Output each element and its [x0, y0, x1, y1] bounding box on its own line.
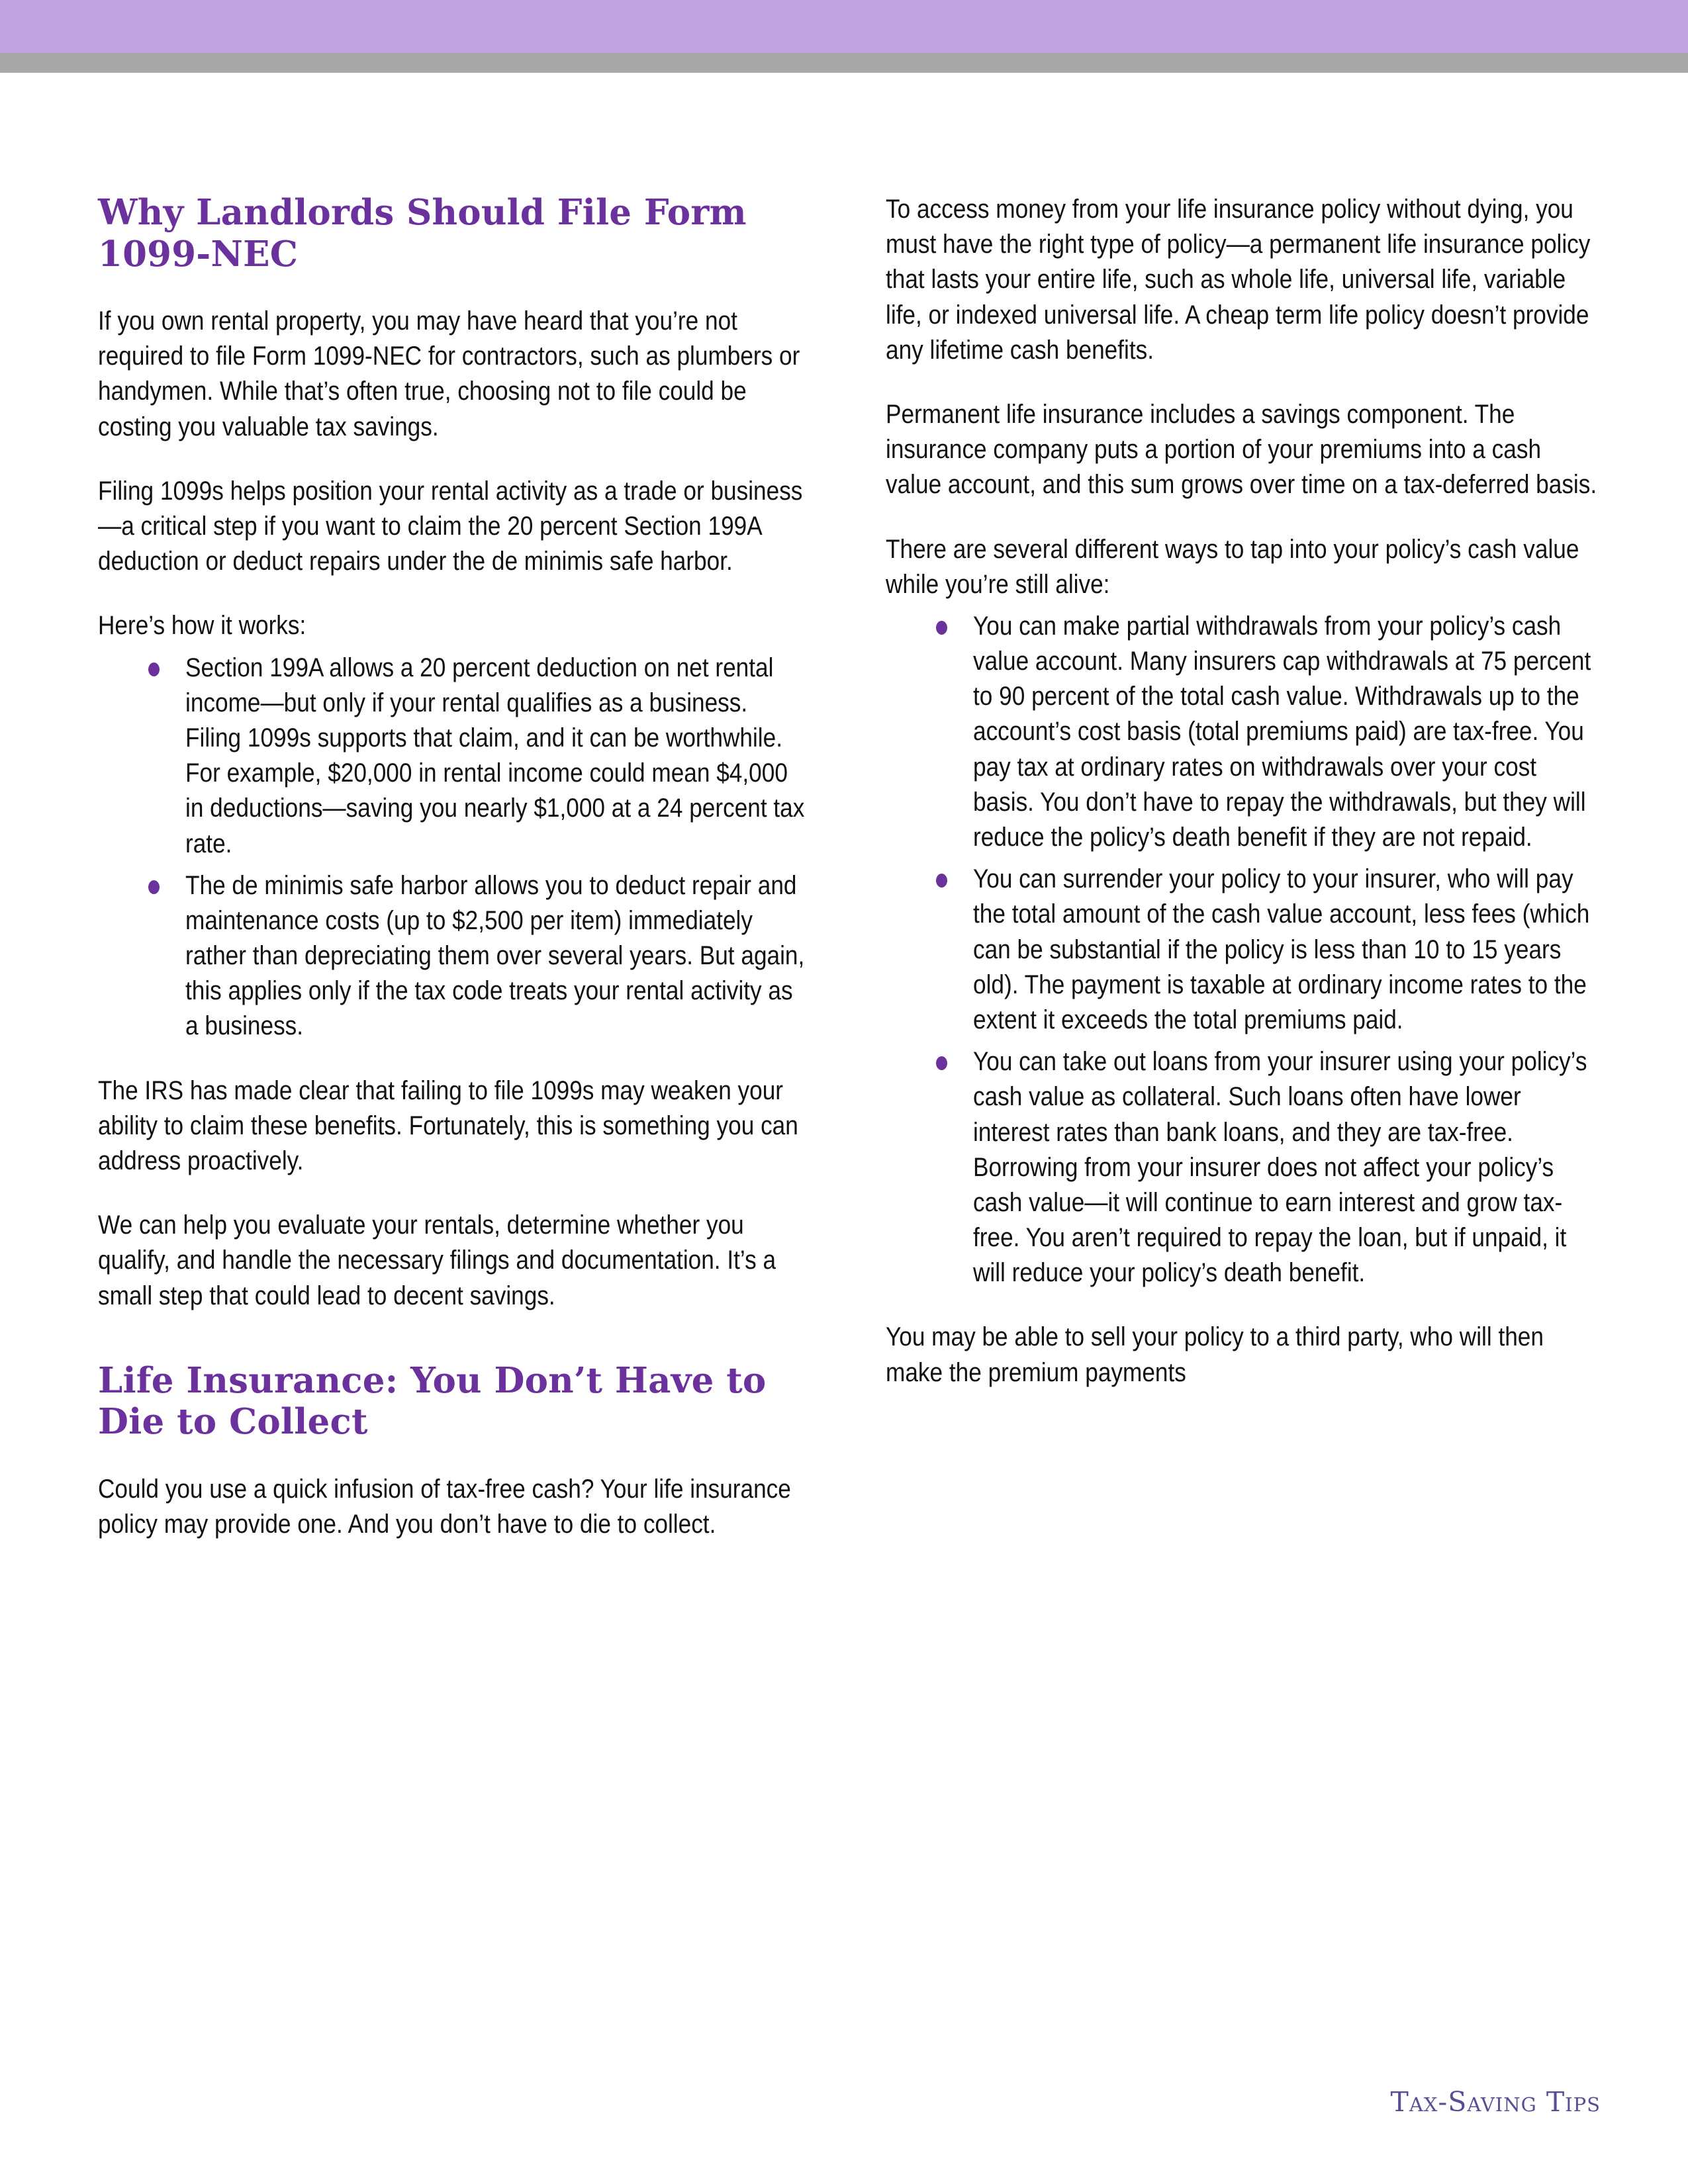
paragraph-access-money: To access money from your life insurance policy without dying, you must have the right type of policy—a permanent life insurance policy that lasts your entire life, such as whole life, universal life, variable life, or indexed universal life. A cheap term life policy doesn’t provide any lifetime cash benefits.	[886, 195, 1591, 365]
section-heading-life-insurance: Life Insurance: You Don’t Have to Die to Collect	[98, 1359, 767, 1443]
right-bullet-list	[886, 609, 1601, 1291]
list-item	[886, 862, 1601, 1038]
paragraph-quick-infusion: Could you use a quick infusion of tax-free cash? Your life insurance policy may provide one. And you don’t have to die to collect.	[98, 1474, 791, 1539]
list-item-text: You can surrender your policy to your insurer, who will pay the total amount of the cash value account, less fees (which can be substantial if the policy is less than 10 to 15 years old). The payment is taxable at ordinary income rates to the extent it exceeds the total premiums paid.	[973, 864, 1590, 1034]
paragraph-permanent-savings-component: Permanent life insurance includes a savings component. The insurance company puts a portion of your premiums into a cash value account, and this sum grows over time on a tax-deferred basis.	[886, 399, 1597, 500]
bullet-dot-icon	[936, 874, 947, 887]
list-item-text: Section 199A allows a 20 percent deduction on net rental income—but only if your rental qualifies as a business. Filing 1099s supports that claim, and it can be worthwhile. For example, $20,000 in rental income could mean $4,000 in deductions—saving you nearly $1,000 at a 24 percent tax rate.	[185, 653, 805, 858]
list-item	[98, 868, 810, 1044]
left-column	[98, 192, 810, 1571]
list-item	[886, 609, 1601, 855]
list-item	[98, 651, 810, 862]
left-bullet-list	[98, 651, 810, 1044]
bullet-dot-icon	[148, 880, 160, 894]
paragraph-we-can-help: We can help you evaluate your rentals, determine whether you qualify, and handle the necessary filings and documentation. It’s a small step that could lead to decent savings.	[98, 1210, 776, 1310]
paragraph-several-ways: There are several different ways to tap into your policy’s cash value while you’re still alive:	[886, 534, 1579, 599]
paragraph-heres-how-it-works: Here’s how it works:	[98, 611, 306, 641]
paragraph-rental-intro: If you own rental property, you may have heard that you’re not required to file Form 1099-NEC for contractors, such as plumbers or handymen. While that’s often true, choosing not to file could be costing you valuable tax savings.	[98, 306, 800, 441]
list-item-text: You can make partial withdrawals from your policy’s cash value account. Many insurers cap withdrawals at 75 percent to 90 percent of the total cash value. Withdrawals up to the account’s cost basis (total premiums paid) are tax-free. You pay tax at ordinary rates on withdrawals over your cost basis. You don’t have to repay the withdrawals, but they will reduce the policy’s death benefit if they are not repaid.	[973, 611, 1591, 852]
top-decorative-band	[0, 0, 1688, 53]
footer-branding: Tax-Saving Tips	[1390, 2086, 1601, 2118]
bullet-dot-icon	[936, 621, 947, 635]
paragraph-sell-policy: You may be able to sell your policy to a third party, who will then make the premium payments	[886, 1322, 1544, 1387]
right-column	[886, 192, 1601, 1420]
bullet-dot-icon	[148, 662, 160, 676]
list-item-text: The de minimis safe harbor allows you to deduct repair and maintenance costs (up to $2,500 per item) immediately rather than depreciating them over several years. But again, this applies only if the tax code treats your rental activity as a business.	[185, 870, 805, 1041]
section-heading-1099-nec: Why Landlords Should File Form 1099-NEC	[98, 192, 747, 275]
paragraph-irs-made-clear: The IRS has made clear that failing to file 1099s may weaken your ability to claim these benefits. Fortunately, this is something you can address proactively.	[98, 1075, 798, 1175]
list-item-text: You can take out loans from your insurer using your policy’s cash value as collateral. Such loans often have lower interest rates than bank loans, and they are tax-free. Borrowing from your insurer does not affect your policy’s cash value—it will continue to earn interest and grow tax-free. You aren’t required to repay the loan, but if unpaid, it will reduce your policy’s death benefit.	[973, 1047, 1587, 1288]
bullet-dot-icon	[936, 1056, 947, 1070]
top-gray-rule	[0, 53, 1688, 73]
newsletter-page	[0, 73, 1688, 2184]
paragraph-trade-or-business: Filing 1099s helps position your rental activity as a trade or business—a critical step if you want to claim the 20 percent Section 199A deduction or deduct repairs under the de minimis safe harbor.	[98, 476, 803, 576]
list-item	[886, 1044, 1601, 1291]
